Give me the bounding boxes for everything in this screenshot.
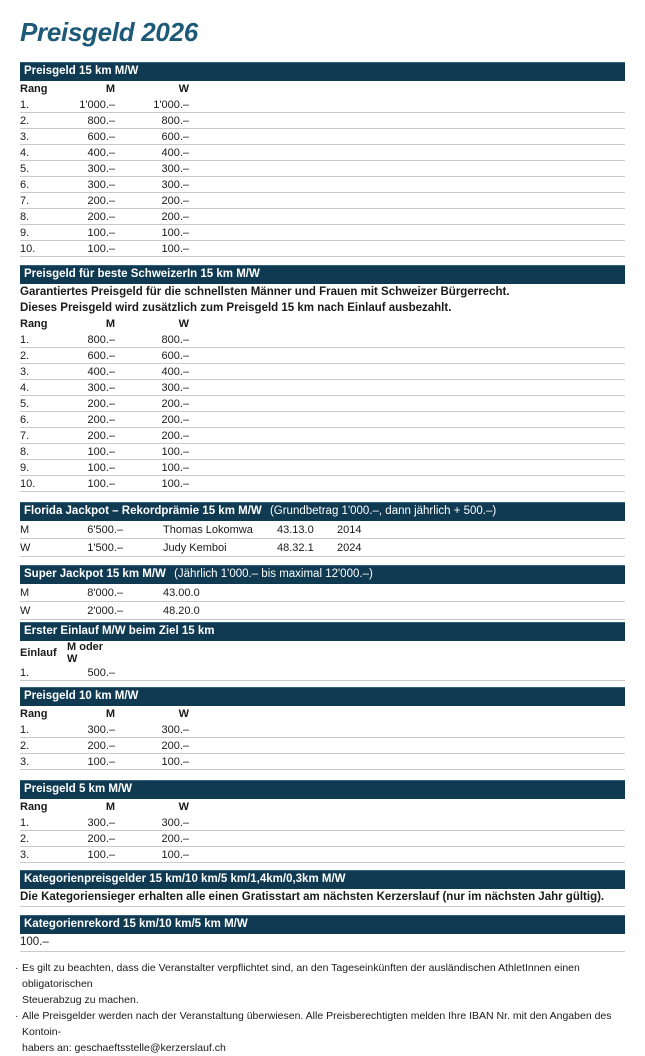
bullet-icon: ·: [15, 1010, 19, 1022]
footnote-payment: [15, 1008, 625, 1056]
table-cell: 9.: [20, 226, 30, 239]
table-cell: 800.–: [161, 333, 189, 346]
table-row: [20, 428, 625, 444]
table-cell: 2.: [20, 739, 30, 752]
table-row: [20, 97, 625, 113]
table-row: [20, 193, 625, 209]
col-header-m-oder-w: M oder W: [67, 641, 104, 665]
footnote-line: Steuerabzug zu machen.: [22, 994, 139, 1006]
table-header-row: [20, 799, 625, 815]
table-header-row: [20, 81, 625, 97]
table-cell: 100.–: [161, 461, 189, 474]
table-row: [20, 521, 625, 539]
table-cell: 200.–: [87, 429, 115, 442]
table-cell: W: [20, 541, 31, 554]
col-header-rang: Rang: [20, 318, 48, 330]
table-cell: 8'000.–: [87, 586, 123, 599]
prize-table-5km: [20, 799, 625, 863]
section-header-bar: [20, 780, 625, 799]
prize-table-erster-einlauf: [20, 641, 625, 681]
table-cell: 1.: [20, 723, 30, 736]
section-florida-jackpot: [20, 502, 625, 557]
prize-table-beste-schweizerin: [20, 316, 625, 492]
table-cell: Thomas Lokomwa: [163, 523, 253, 536]
table-cell: M: [20, 586, 30, 599]
table-cell: 300.–: [161, 162, 189, 175]
table-cell: 100.–: [161, 226, 189, 239]
table-cell: 8.: [20, 445, 30, 458]
section-title: Florida Jackpot – Rekordprämie 15 km M/W: [24, 505, 262, 517]
table-row: [20, 815, 625, 831]
prize-table-15km: [20, 81, 625, 257]
table-cell: 500.–: [87, 666, 115, 679]
footnote-line: Alle Preisgelder werden nach der Veranstaltung überwiesen. Alle Preisberechtigten melden Ihre IBAN Nr. mit den Angaben des Kontoin-: [22, 1010, 612, 1038]
table-cell: 1'000.–: [153, 98, 189, 111]
prize-table-10km: [20, 706, 625, 770]
table-cell: 100.–: [161, 477, 189, 490]
section-title: Preisgeld 10 km M/W: [24, 690, 139, 702]
col-header-rang: Rang: [20, 801, 48, 813]
table-cell: 100.–: [161, 755, 189, 768]
page-title: Preisgeld 2026: [20, 17, 198, 47]
table-cell: 2'000.–: [87, 604, 123, 617]
table-cell: 100.–: [87, 242, 115, 255]
table-row: [20, 241, 625, 257]
intro-line: Dieses Preisgeld wird zusätzlich zum Preisgeld 15 km nach Einlauf ausbezahlt.: [20, 302, 452, 314]
table-row: [20, 177, 625, 193]
table-cell: 100.–: [87, 477, 115, 490]
table-cell: 6.: [20, 178, 30, 191]
table-cell: 4.: [20, 146, 30, 159]
table-cell: 600.–: [161, 349, 189, 362]
table-cell: 7.: [20, 429, 30, 442]
table-cell: 2024: [337, 541, 362, 554]
table-cell: 1.: [20, 98, 30, 111]
section-erster-einlauf: [20, 622, 625, 681]
col-header-w: W: [178, 318, 189, 330]
table-cell: 3.: [20, 130, 30, 143]
section-note: (Jährlich 1'000.– bis maximal 12'000.–): [174, 568, 373, 580]
intro-line: Garantiertes Preisgeld für die schnellsten Männer und Frauen mit Schweizer Bürgerrecht.: [20, 286, 510, 298]
table-row: [20, 396, 625, 412]
section-title: Kategorienrekord 15 km/10 km/5 km M/W: [24, 918, 248, 930]
table-cell: 10.: [20, 477, 36, 490]
table-cell: 300.–: [87, 723, 115, 736]
table-cell: 200.–: [161, 210, 189, 223]
section-header-bar: [20, 687, 625, 706]
table-cell: 800.–: [161, 114, 189, 127]
table-header-row: [20, 706, 625, 722]
table-cell: 200.–: [87, 832, 115, 845]
table-row: [20, 460, 625, 476]
section-title: Kategorienpreisgelder 15 km/10 km/5 km/1,4km/0,3km M/W: [24, 873, 346, 885]
table-cell: 48.20.0: [163, 604, 200, 617]
table-cell: 300.–: [87, 816, 115, 829]
table-row: [20, 754, 625, 770]
table-row: [20, 722, 625, 738]
table-cell: 6.: [20, 413, 30, 426]
table-row: [20, 380, 625, 396]
table-cell: 200.–: [87, 739, 115, 752]
table-cell: 3.: [20, 755, 30, 768]
kategorien-text: Die Kategoriensieger erhalten alle einen Gratisstart am nächsten Kerzerslauf (nur im nächsten Jahr gültig).: [20, 889, 625, 907]
section-header-bar: [20, 565, 625, 584]
section-header-bar: [20, 62, 625, 81]
table-cell: 200.–: [161, 739, 189, 752]
table-cell: 100.–: [161, 848, 189, 861]
table-cell: 400.–: [161, 365, 189, 378]
table-cell: 200.–: [161, 429, 189, 442]
table-cell: 2.: [20, 832, 30, 845]
section-title: Preisgeld 15 km M/W: [24, 65, 139, 77]
table-cell: Judy Kemboi: [163, 541, 227, 554]
table-cell: 8.: [20, 210, 30, 223]
table-row: [20, 444, 625, 460]
table-row: [20, 584, 625, 602]
section-header-bar: [20, 870, 625, 889]
section-header-bar: [20, 502, 625, 521]
table-cell: 1'000.–: [79, 98, 115, 111]
table-cell: 600.–: [87, 349, 115, 362]
section-note: (Grundbetrag 1'000.–, dann jährlich + 500.–): [269, 505, 497, 517]
table-cell: 800.–: [87, 114, 115, 127]
table-cell: 100.–: [161, 445, 189, 458]
section-beste-schweizerin: [20, 265, 625, 492]
footnotes: [15, 960, 625, 1056]
table-row: [20, 539, 625, 557]
col-header-m: M: [105, 318, 115, 330]
table-row: [20, 364, 625, 380]
table-cell: 800.–: [87, 333, 115, 346]
table-cell: 7.: [20, 194, 30, 207]
table-cell: 1.: [20, 333, 30, 346]
table-cell: 200.–: [161, 397, 189, 410]
table-cell: 9.: [20, 461, 30, 474]
table-cell: 400.–: [87, 365, 115, 378]
bullet-icon: ·: [15, 962, 19, 974]
table-header-row: [20, 316, 625, 332]
table-row: [20, 209, 625, 225]
section-header-bar: [20, 915, 625, 934]
table-cell: 6'500.–: [87, 523, 123, 536]
table-cell: 400.–: [87, 146, 115, 159]
section-super-jackpot: [20, 565, 625, 620]
table-cell: 43.00.0: [163, 586, 200, 599]
table-cell: 200.–: [87, 194, 115, 207]
table-row: [20, 738, 625, 754]
table-cell: 300.–: [161, 723, 189, 736]
footnote-tax: [15, 960, 625, 1008]
section-title: Super Jackpot 15 km M/W: [24, 568, 166, 580]
section-preisgeld-5km: [20, 780, 625, 863]
section-kategorienrekord: [20, 915, 625, 952]
table-cell: 200.–: [161, 194, 189, 207]
section-title: Preisgeld 5 km M/W: [24, 783, 133, 795]
table-cell: 200.–: [87, 397, 115, 410]
table-cell: 200.–: [161, 413, 189, 426]
table-cell: 100.–: [161, 242, 189, 255]
table-cell: W: [20, 604, 31, 617]
record-table-super-jackpot: [20, 584, 625, 620]
table-cell: 1'500.–: [87, 541, 123, 554]
table-cell: 100.–: [87, 226, 115, 239]
col-header-w: W: [178, 708, 189, 720]
table-row: [20, 145, 625, 161]
table-cell: 300.–: [161, 381, 189, 394]
section-title: Erster Einlauf M/W beim Ziel 15 km: [24, 625, 215, 637]
table-cell: 48.32.1: [277, 541, 314, 554]
table-cell: 3.: [20, 365, 30, 378]
table-cell: 1.: [20, 666, 30, 679]
table-row: [20, 412, 625, 428]
table-row: [20, 225, 625, 241]
table-cell: 300.–: [87, 381, 115, 394]
table-row: [20, 831, 625, 847]
section-header-bar: [20, 265, 625, 284]
table-cell: 200.–: [87, 210, 115, 223]
col-header-m: M: [105, 708, 115, 720]
section-kategorienpreisgelder: [20, 870, 625, 907]
table-row: [20, 847, 625, 863]
table-row: [20, 332, 625, 348]
table-cell: 100.–: [87, 755, 115, 768]
col-header-m: M: [105, 801, 115, 813]
col-header-rang: Rang: [20, 708, 48, 720]
section-title: Preisgeld für beste SchweizerIn 15 km M/W: [24, 268, 260, 280]
table-cell: 100.–: [87, 848, 115, 861]
table-cell: 200.–: [161, 832, 189, 845]
col-header-w: W: [178, 83, 189, 95]
col-header-einlauf: Einlauf: [20, 647, 57, 659]
table-cell: 10.: [20, 242, 36, 255]
table-row: [20, 602, 625, 620]
table-cell: 4.: [20, 381, 30, 394]
table-cell: 2014: [337, 523, 362, 536]
table-row: [20, 665, 625, 681]
table-header-row: [20, 641, 625, 665]
rekord-amount: 100.–: [20, 934, 625, 952]
table-cell: 100.–: [87, 461, 115, 474]
table-cell: 5.: [20, 397, 30, 410]
table-cell: 43.13.0: [277, 523, 314, 536]
table-row: [20, 129, 625, 145]
table-cell: 2.: [20, 349, 30, 362]
table-cell: M: [20, 523, 30, 536]
table-cell: 300.–: [161, 178, 189, 191]
col-header-w: W: [178, 801, 189, 813]
footnote-line: habers an: geschaeftsstelle@kerzerslauf.ch: [22, 1042, 226, 1054]
section-preisgeld-10km: [20, 687, 625, 770]
table-cell: 1.: [20, 816, 30, 829]
col-header-rang: Rang: [20, 83, 48, 95]
table-cell: 2.: [20, 114, 30, 127]
table-cell: 300.–: [87, 162, 115, 175]
table-cell: 200.–: [87, 413, 115, 426]
record-table-florida: [20, 521, 625, 557]
table-cell: 5.: [20, 162, 30, 175]
table-row: [20, 161, 625, 177]
table-row: [20, 113, 625, 129]
table-cell: 300.–: [161, 816, 189, 829]
table-cell: 400.–: [161, 146, 189, 159]
section-preisgeld-15km: [20, 62, 625, 257]
table-cell: 300.–: [87, 178, 115, 191]
col-header-m: M: [105, 83, 115, 95]
table-cell: 600.–: [161, 130, 189, 143]
table-cell: 600.–: [87, 130, 115, 143]
table-row: [20, 348, 625, 364]
table-row: [20, 476, 625, 492]
table-cell: 100.–: [87, 445, 115, 458]
section-header-bar: [20, 622, 625, 641]
footnote-line: Es gilt zu beachten, dass die Veranstalter verpflichtet sind, an den Tageseinkünften der ausländischen AthletInnen einen obligatorischen: [22, 962, 580, 990]
table-cell: 3.: [20, 848, 30, 861]
